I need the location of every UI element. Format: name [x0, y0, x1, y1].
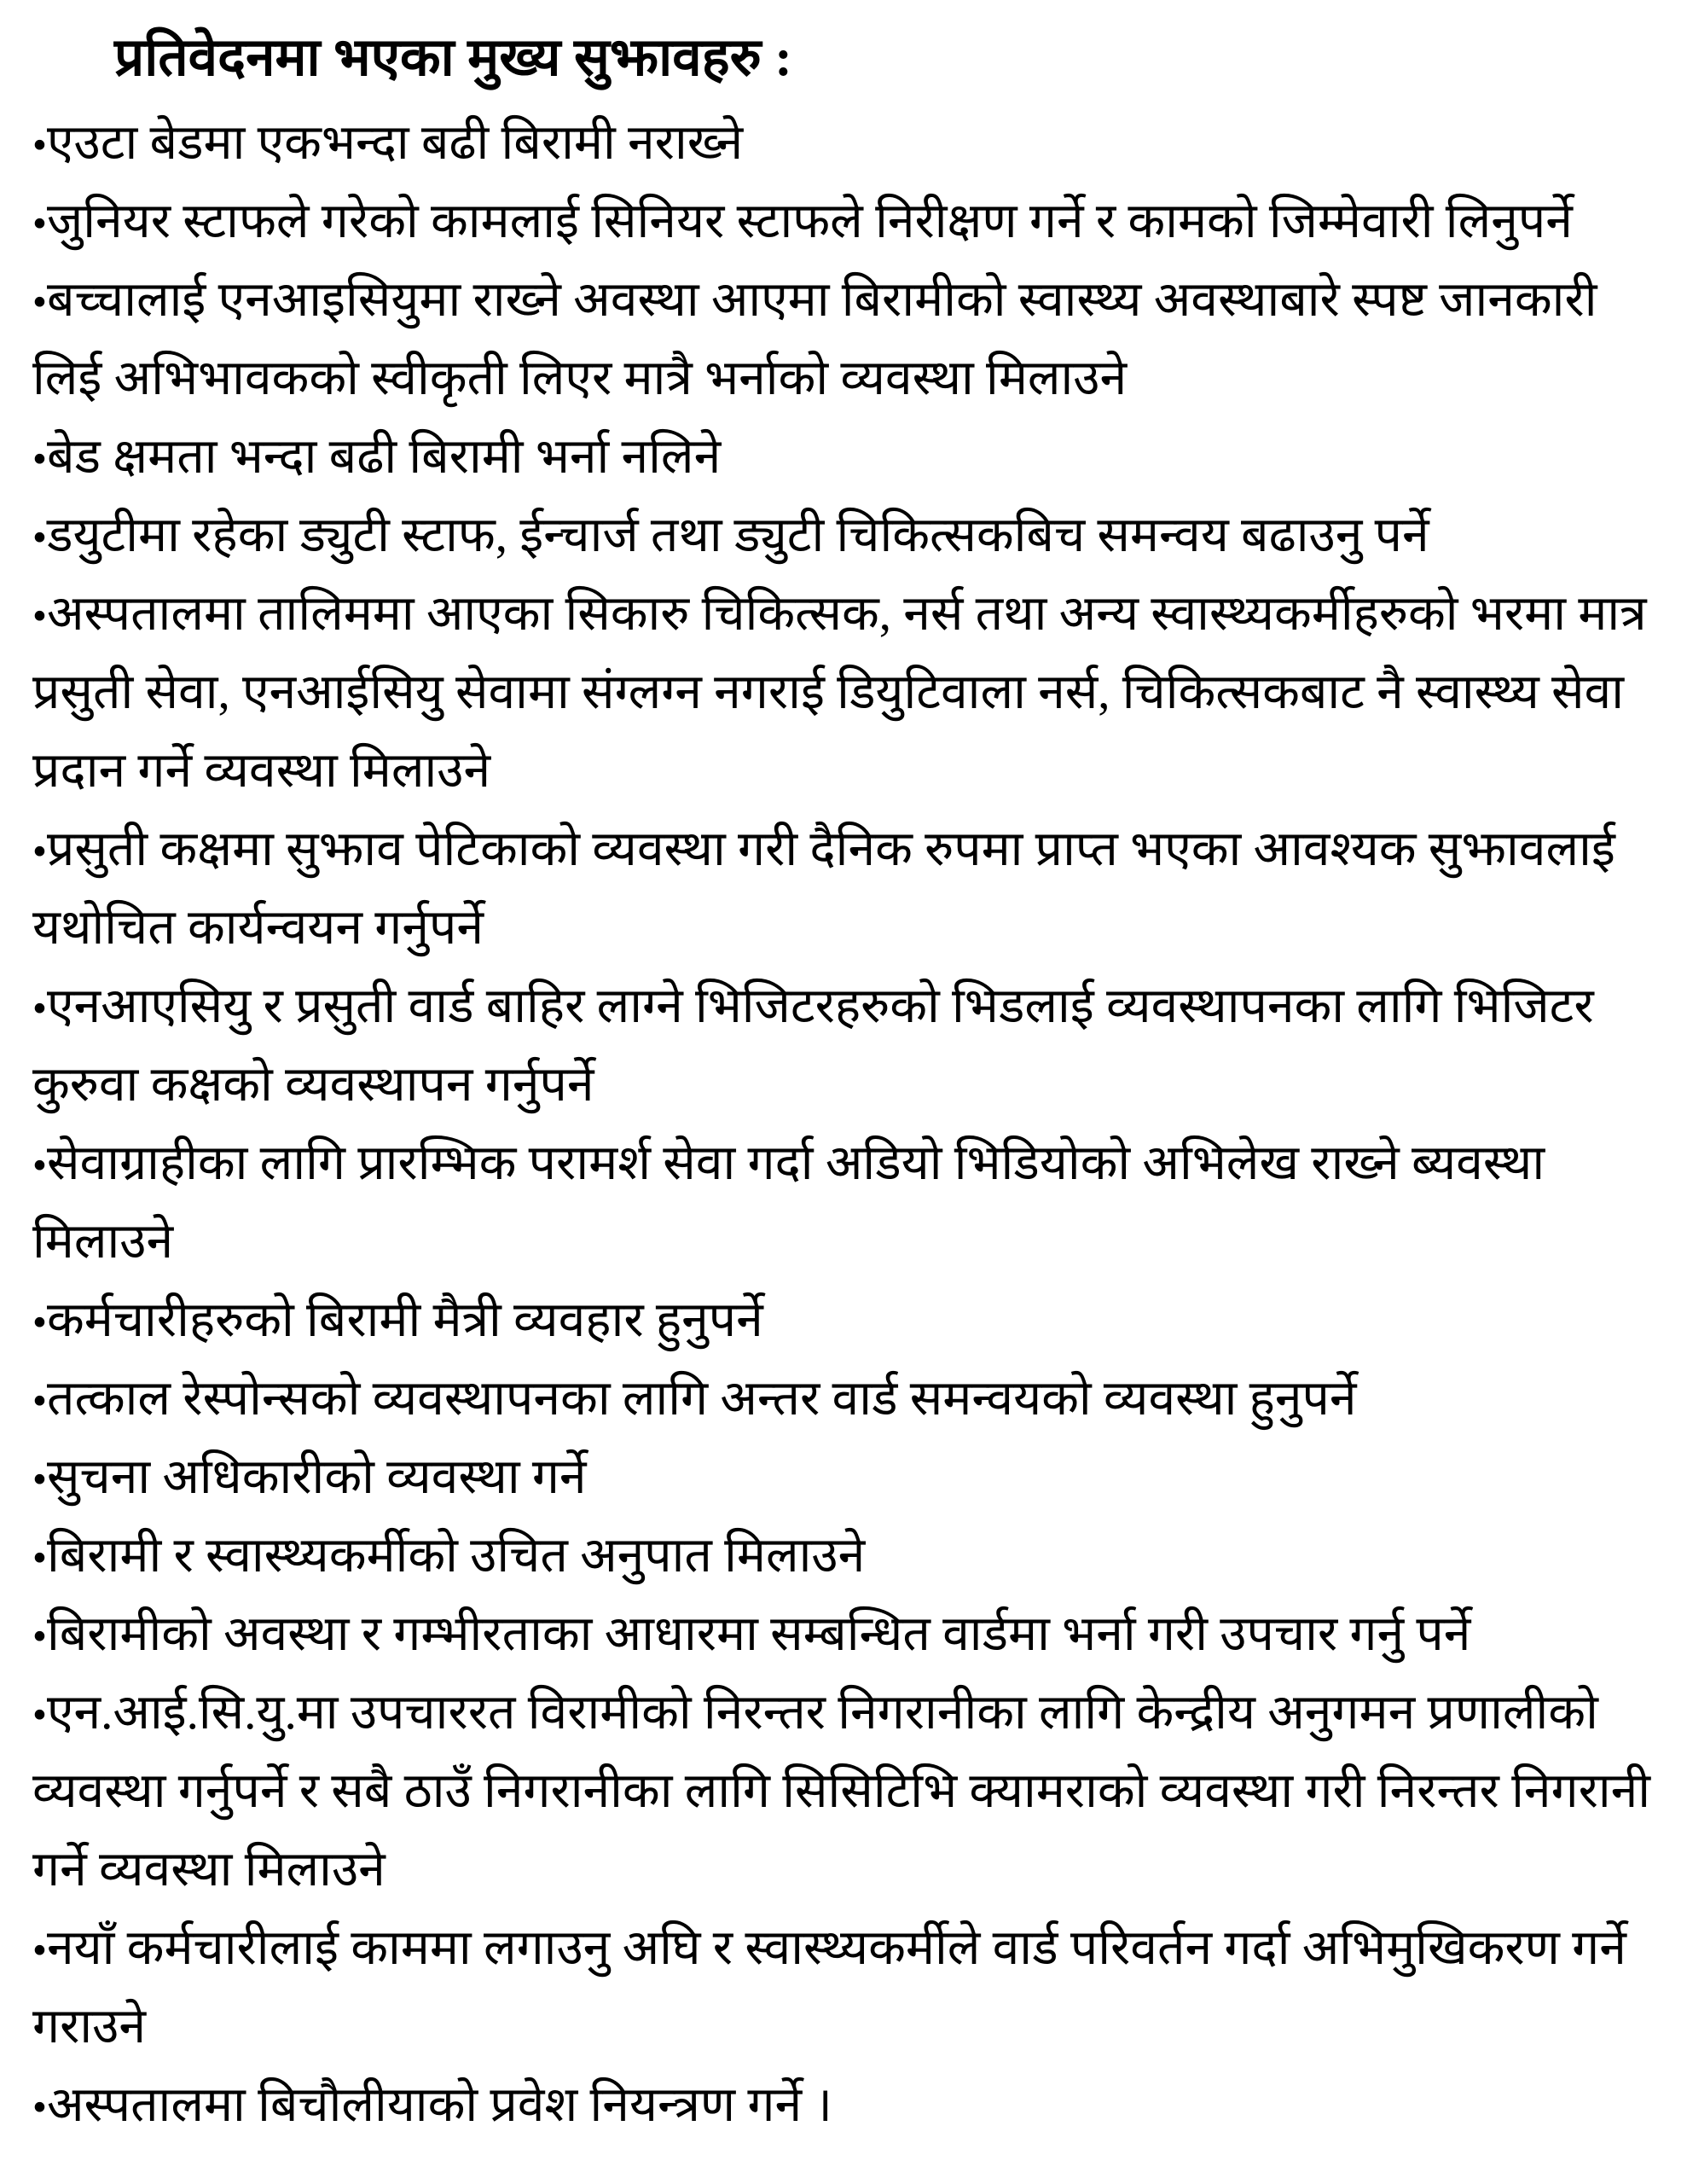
bullet-text: बिरामी र स्वास्थ्यकर्मीको उचित अनुपात मिलाउने: [46, 1529, 866, 1583]
bullet-item-17: [32, 2066, 1656, 2145]
bullet-text: अस्पतालमा बिचौलीयाको प्रवेश नियन्त्रण गर्ने ।: [46, 2078, 832, 2132]
bullet-item-11: [32, 1360, 1656, 1438]
bullet-dot: •: [32, 437, 47, 482]
bullet-text: जुनियर स्टाफले गरेको कामलाई सिनियर स्टाफले निरीक्षण गर्ने र कामको जिम्मेवारी लिनुपर्ने: [46, 195, 1573, 248]
bullet-dot: •: [32, 594, 47, 639]
bullet-item-5: [32, 497, 1656, 575]
bullet-dot: •: [32, 1928, 47, 1973]
bullet-text: अस्पतालमा तालिममा आएका सिकारु चिकित्सक, नर्स तथा अन्य स्वास्थ्यकर्मीहरुको भरमा मात्र प्रसुती सेवा, एनआईसियु सेवामा संग्लग्न नगराई डियुटिवाला नर्स, चिकित्सकबाट नै स्वास्थ्य सेवा प्रदान गर्ने व्यवस्था मिलाउने: [32, 587, 1647, 798]
bullet-dot: •: [32, 1143, 47, 1188]
bullet-item-10: [32, 1281, 1656, 1360]
bullet-dot: •: [32, 1693, 47, 1738]
bullet-text: प्रसुती कक्षमा सुझाव पेटिकाको व्यवस्था गरी दैनिक रुपमा प्राप्त भएका आवश्यक सुझावलाई यथोचित कार्यन्वयन गर्नुपर्ने: [32, 822, 1615, 955]
bullet-dot: •: [32, 201, 47, 247]
bullet-item-1: [32, 104, 1656, 183]
bullet-dot: •: [32, 1457, 47, 1502]
bullet-text: एन.आई.सि.यु.मा उपचाररत विरामीको निरन्तर निगरानीका लागि केन्द्रीय अनुगमन प्रणालीको व्यवस्था गर्नुपर्ने र सबै ठाउँ निगरानीका लागि सिसिटिभि क्यामराको व्यवस्था गरी निरन्तर निगरानी गर्ने व्यवस्था मिलाउने: [32, 1686, 1651, 1896]
bullet-item-16: [32, 1909, 1656, 2066]
bullet-item-14: [32, 1595, 1656, 1674]
bullet-text: नयाँ कर्मचारीलाई काममा लगाउनु अघि र स्वास्थ्यकर्मीले वार्ड परिवर्तन गर्दा अभिमुखिकरण गर्ने गराउने: [32, 1921, 1626, 2053]
bullet-text: बिरामीको अवस्था र गम्भीरताका आधारमा सम्बन्धित वार्डमा भर्ना गरी उपचार गर्नु पर्ने: [46, 1607, 1471, 1661]
bullet-item-13: [32, 1517, 1656, 1595]
bullet-text: बेड क्षमता भन्दा बढी बिरामी भर्ना नलिने: [46, 430, 722, 484]
bullet-item-4: [32, 418, 1656, 497]
bullet-text: एउटा बेडमा एकभन्दा बढी बिरामी नराख्ने: [46, 116, 744, 170]
bullet-dot: •: [32, 1379, 47, 1424]
bullet-item-15: [32, 1674, 1656, 1909]
bullet-item-3: [32, 261, 1656, 418]
bullet-dot: •: [32, 829, 47, 874]
bullet-text: सेवाग्राहीका लागि प्रारम्भिक परामर्श सेवा गर्दा अडियो भिडियोको अभिलेख राख्ने ब्यवस्था मिलाउने: [32, 1136, 1545, 1269]
document-heading: प्रतिवेदनमा भएका मुख्य सुझावहरु :: [114, 29, 792, 87]
bullet-item-6: [32, 575, 1656, 810]
bullet-item-9: [32, 1124, 1656, 1281]
bullet-dot: •: [32, 1300, 47, 1345]
bullet-dot: •: [32, 280, 47, 325]
bullet-dot: •: [32, 1536, 47, 1581]
bullet-dot: •: [32, 515, 47, 561]
bullet-dot: •: [32, 2085, 47, 2130]
bullet-text: एनआएसियु र प्रसुती वार्ड बाहिर लाग्ने भिजिटरहरुको भिडलाई व्यवस्थापनका लागि भिजिटर कुरुवा कक्षको व्यवस्थापन गर्नुपर्ने: [32, 979, 1594, 1112]
bullet-text: बच्चालाई एनआइसियुमा राख्ने अवस्था आएमा बिरामीको स्वास्थ्य अवस्थाबारे स्पष्ट जानकारी लिई अभिभावकको स्वीकृती लिएर मात्रै भर्नाको व्यवस्था मिलाउने: [32, 273, 1597, 405]
bullet-item-12: [32, 1438, 1656, 1517]
bullet-item-7: [32, 810, 1656, 967]
bullet-item-8: [32, 967, 1656, 1124]
bullet-dot: •: [32, 123, 47, 168]
bullet-text: सुचना अधिकारीको व्यवस्था गर्ने: [46, 1450, 587, 1504]
bullet-text: कर्मचारीहरुको बिरामी मैत्री व्यवहार हुनुपर्ने: [46, 1293, 763, 1347]
bullet-text: तत्काल रेस्पोन्सको व्यवस्थापनका लागि अन्तर वार्ड समन्वयको व्यवस्था हुनुपर्ने: [46, 1372, 1357, 1426]
bullet-item-2: [32, 183, 1656, 261]
bullet-dot: •: [32, 1614, 47, 1659]
bullet-dot: •: [32, 986, 47, 1031]
bullet-text: डयुटीमा रहेका ड्युटी स्टाफ, ईन्चार्ज तथा ड्युटी चिकित्सकबिच समन्वय बढाउनु पर्ने: [46, 508, 1429, 562]
